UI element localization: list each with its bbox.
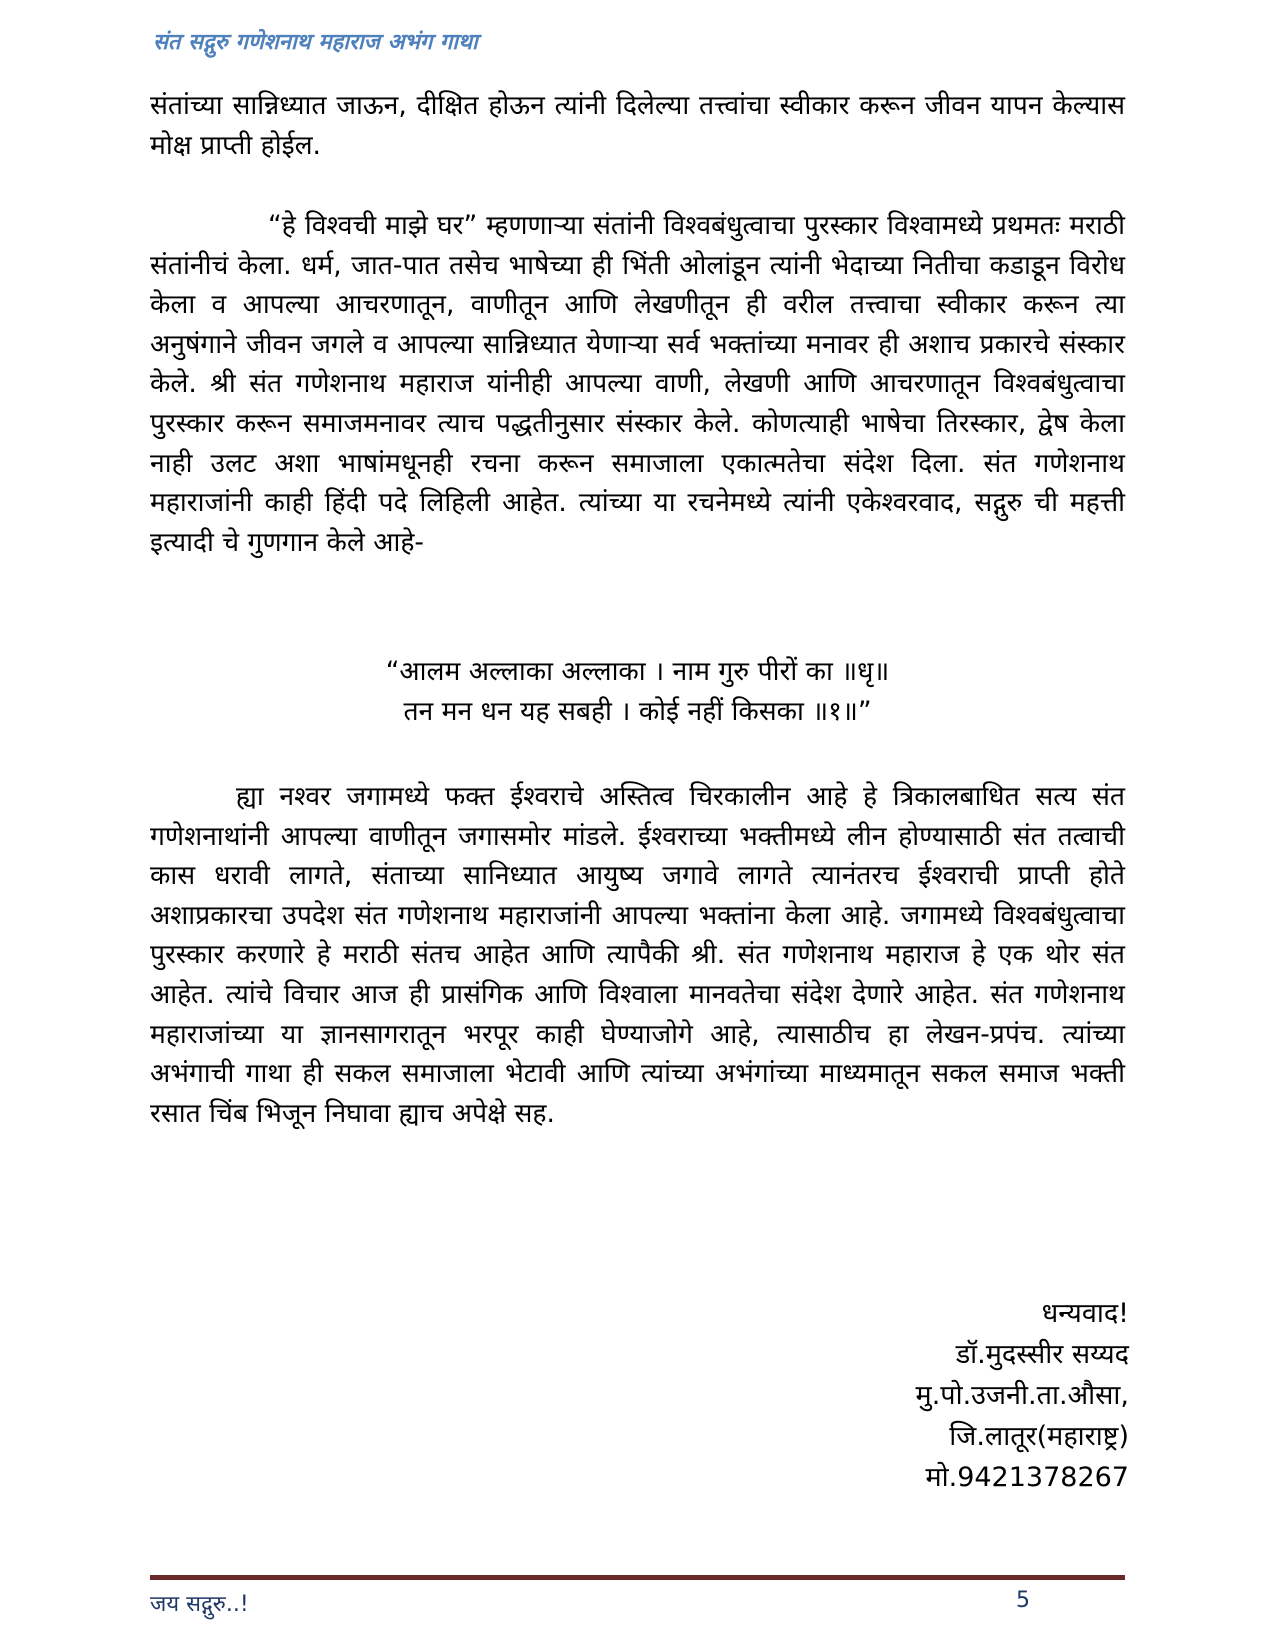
footer-divider [150, 1575, 1125, 1580]
paragraph-intro: संतांच्या सान्निध्यात जाऊन, दीक्षित होऊन त्यांनी दिलेल्या तत्त्वांचा स्वीकार करून जीवन यापन केल्यास मोक्ष प्राप्ती होईल. [150, 90, 1125, 161]
signature-address-line: मु.पो.उजनी.ता.औसा, [915, 1380, 1129, 1411]
signature-name: डॉ.मुदस्सीर सय्यद [955, 1339, 1129, 1370]
signature-phone: मो.9421378267 [925, 1462, 1129, 1493]
verse-line: तन मन धन यह सबही । कोई नहीं किसका ॥१॥” [403, 696, 872, 727]
signature-block [916, 1293, 1129, 1498]
paragraph-universal-brotherhood: “हे विश्वची माझे घर” म्हणणाऱ्या संतांनी विश्वबंधुत्वाचा पुरस्कार विश्वामध्ये प्रथमतः मराठी संतांनीचं केला. धर्म, जात-पात तसेच भाषेच्या ही भिंती ओलांडून त्यांनी भेदाच्या नितीचा कडाडून विरोध केला व आपल्या आचरणातून, वाणीतून आणि लेखणीतून ही वरील तत्त्वाचा स्वीकार करून त्या अनुषंगाने जीवन जगले व आपल्या सान्निध्यात येणाऱ्या सर्व भक्तांच्या मनावर ही अशाच प्रकारचे संस्कार केले. श्री संत गणेशनाथ महाराज यांनीही आपल्या वाणी, लेखणी आणि आचरणातून विश्वबंधुत्वाचा पुरस्कार करून समाजमनावर त्याच पद्धतीनुसार संस्कार केले. कोणत्याही भाषेचा तिरस्कार, द्वेष केला नाही उलट अशा भाषांमधूनही रचना करून समाजाला एकात्मतेचा संदेश दिला. संत गणेशनाथ महाराजांनी काही हिंदी पदे लिहिली आहेत. त्यांच्या या रचनेमध्ये त्यांनी एकेश्वरवाद, सद्गुरु ची महत्ती इत्यादी चे गुणगान केले आहे- [150, 210, 1125, 558]
verse-block [150, 652, 1125, 732]
signature-thanks: धन्यवाद! [1041, 1298, 1129, 1329]
paragraph-conclusion: ह्या नश्वर जगामध्ये फक्त ईश्वराचे अस्तित्व चिरकालीन आहे हे त्रिकालबाधित सत्य संत गणेशनाथांनी आपल्या वाणीतून जगासमोर मांडले. ईश्वराच्या भक्तीमध्ये लीन होण्यासाठी संत तत्वाची कास धरावी लागते, संताच्या सानिध्यात आयुष्य जगावे लागते त्यानंतरच ईश्वराची प्राप्ती होते अशाप्रकारचा उपदेश संत गणेशनाथ महाराजांनी आपल्या भक्तांना केला आहे. जगामध्ये विश्वबंधुत्वाचा पुरस्कार करणारे हे मराठी संतच आहेत आणि त्यापैकी श्री. संत गणेशनाथ महाराज हे एक थोर संत आहेत. त्यांचे विचार आज ही प्रासंगिक आणि विश्वाला मानवतेचा संदेश देणारे आहेत. संत गणेशनाथ महाराजांच्या या ज्ञानसागरातून भरपूर काही घेण्याजोगे आहे, त्यासाठीच हा लेखन-प्रपंच. त्यांच्या अभंगाची गाथा ही सकल समाजाला भेटावी आणि त्यांच्या अभंगांच्या माध्यमातून सकल समाज भक्ती रसात चिंब भिजून निघावा ह्याच अपेक्षे सह. [150, 781, 1125, 1129]
page-number: 5 [1016, 1588, 1030, 1613]
signature-address-line: जि.लातूर(महाराष्ट्र) [949, 1421, 1129, 1452]
footer-text: जय सद्गुरु..! [150, 1592, 249, 1617]
verse-line: “आलम अल्लाका अल्लाका । नाम गुरु पीरों का ॥धृ॥ [385, 656, 890, 687]
running-header-title: संत सद्गुरु गणेशनाथ महाराज अभंग गाथा [153, 30, 478, 55]
